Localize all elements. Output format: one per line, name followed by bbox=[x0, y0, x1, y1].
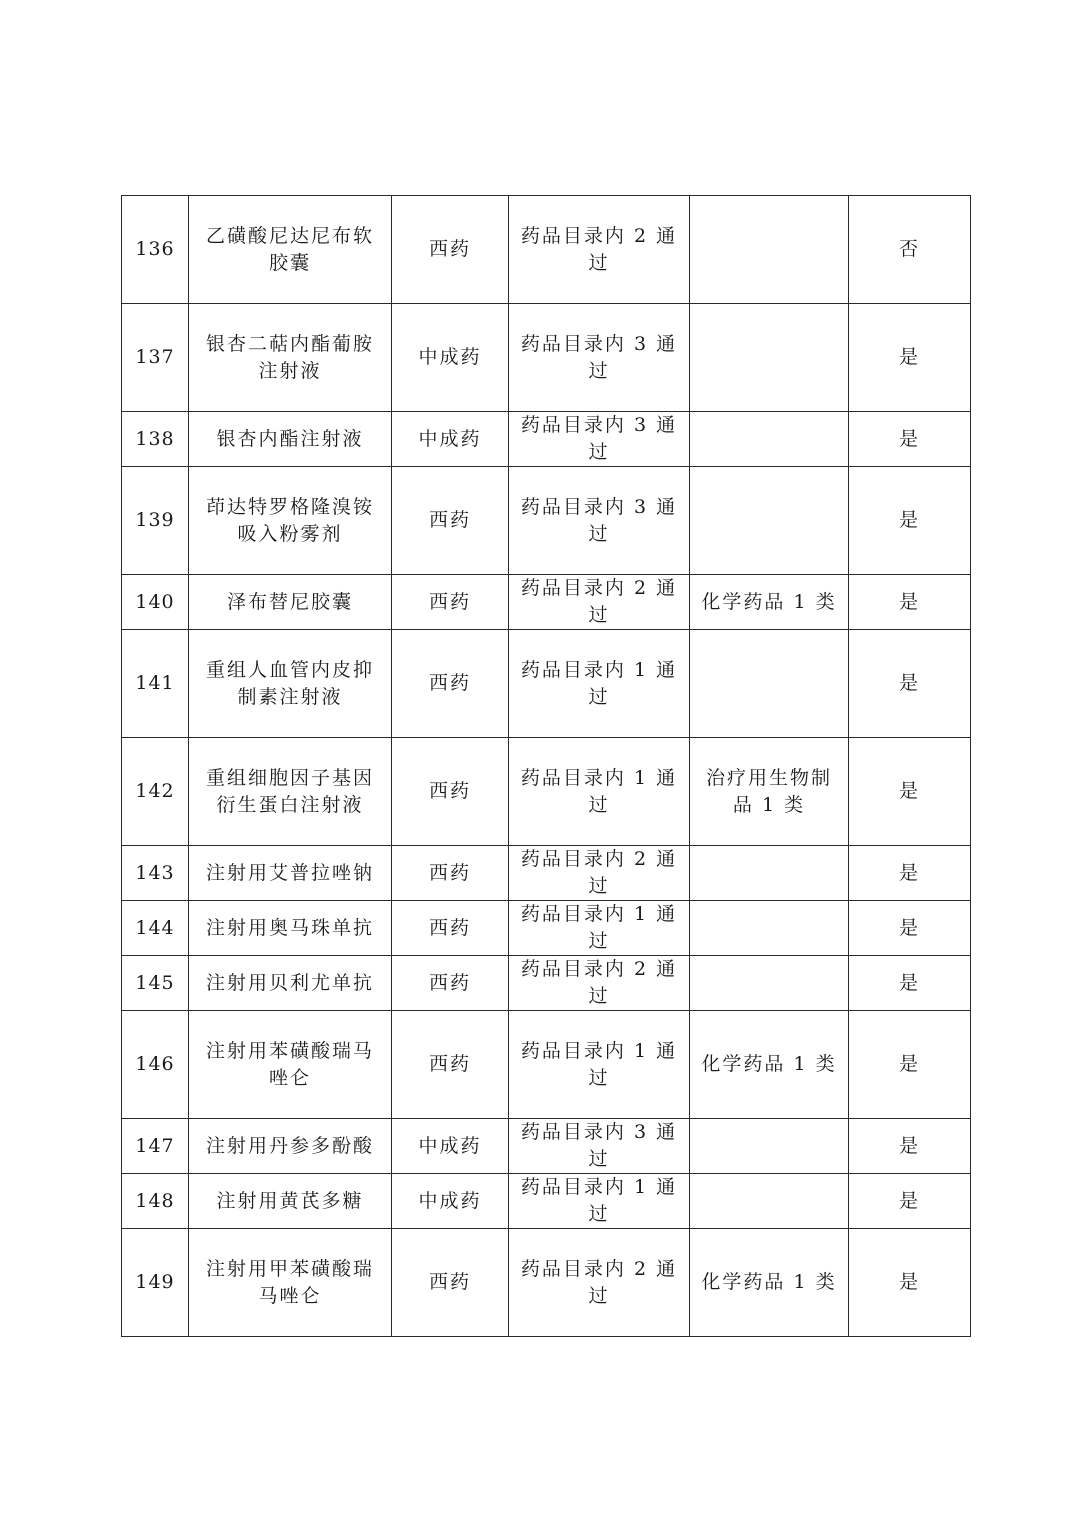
drug-name: 泽布替尼胶囊 bbox=[226, 590, 353, 613]
catalog-status-cell: 药品目录内 1 通过 bbox=[509, 738, 690, 846]
drug-name-cell bbox=[189, 196, 392, 304]
catalog-status-cell: 药品目录内 2 通过 bbox=[509, 196, 690, 304]
catalog-status-cell: 药品目录内 3 通过 bbox=[509, 304, 690, 412]
drug-name: 茚达特罗格隆溴铵吸入粉雾剂 bbox=[205, 495, 374, 545]
catalog-status-cell: 药品目录内 2 通过 bbox=[509, 956, 690, 1011]
drug-name-cell bbox=[189, 901, 392, 956]
drug-name-cell bbox=[189, 1119, 392, 1174]
drug-class-cell bbox=[690, 304, 849, 412]
drug-name-cell bbox=[189, 1229, 392, 1337]
drug-class-cell bbox=[690, 630, 849, 738]
drug-name-cell bbox=[189, 412, 392, 467]
result-cell: 是 bbox=[849, 412, 971, 467]
drug-category-cell: 西药 bbox=[392, 846, 509, 901]
drug-name-cell bbox=[189, 304, 392, 412]
table-row bbox=[122, 1011, 971, 1119]
catalog-status-cell: 药品目录内 1 通过 bbox=[509, 1174, 690, 1229]
result-cell: 是 bbox=[849, 1229, 971, 1337]
result-cell: 是 bbox=[849, 1011, 971, 1119]
table-row bbox=[122, 575, 971, 630]
table-row bbox=[122, 412, 971, 467]
result-cell: 是 bbox=[849, 901, 971, 956]
row-number-cell: 140 bbox=[122, 575, 189, 630]
table-row bbox=[122, 1119, 971, 1174]
drug-category-cell: 西药 bbox=[392, 1229, 509, 1337]
table-row bbox=[122, 1229, 971, 1337]
result-cell: 是 bbox=[849, 956, 971, 1011]
drug-category-cell: 中成药 bbox=[392, 1119, 509, 1174]
result-cell: 是 bbox=[849, 1119, 971, 1174]
drug-category-cell: 西药 bbox=[392, 1011, 509, 1119]
result-cell: 是 bbox=[849, 304, 971, 412]
row-number-cell: 141 bbox=[122, 630, 189, 738]
drug-class-cell bbox=[690, 467, 849, 575]
catalog-status-cell: 药品目录内 3 通过 bbox=[509, 467, 690, 575]
drug-category-cell: 西药 bbox=[392, 956, 509, 1011]
catalog-status-cell: 药品目录内 1 通过 bbox=[509, 630, 690, 738]
drug-class-cell bbox=[690, 575, 849, 630]
drug-class: 化学药品 1 类 bbox=[701, 1271, 837, 1293]
drug-name-cell bbox=[189, 1174, 392, 1229]
drug-class-cell bbox=[690, 1011, 849, 1119]
row-number-cell: 149 bbox=[122, 1229, 189, 1337]
drug-name-cell bbox=[189, 630, 392, 738]
table-row bbox=[122, 304, 971, 412]
drug-name: 银杏二萜内酯葡胺注射液 bbox=[205, 332, 374, 382]
drug-class: 化学药品 1 类 bbox=[701, 1053, 837, 1075]
drug-name: 注射用艾普拉唑钠 bbox=[205, 861, 374, 884]
table-row bbox=[122, 1174, 971, 1229]
catalog-status-cell: 药品目录内 3 通过 bbox=[509, 1119, 690, 1174]
drug-name: 重组细胞因子基因衍生蛋白注射液 bbox=[205, 766, 374, 816]
row-number-cell: 144 bbox=[122, 901, 189, 956]
row-number-cell: 143 bbox=[122, 846, 189, 901]
table-row bbox=[122, 846, 971, 901]
table-row bbox=[122, 467, 971, 575]
drug-name-cell bbox=[189, 738, 392, 846]
drug-category-cell: 西药 bbox=[392, 738, 509, 846]
row-number-cell: 146 bbox=[122, 1011, 189, 1119]
row-number-cell: 136 bbox=[122, 196, 189, 304]
drug-name: 银杏内酯注射液 bbox=[216, 427, 364, 450]
table-row bbox=[122, 630, 971, 738]
drug-category-cell: 中成药 bbox=[392, 412, 509, 467]
drug-category-cell: 西药 bbox=[392, 901, 509, 956]
drug-class-cell bbox=[690, 956, 849, 1011]
catalog-status-cell: 药品目录内 1 通过 bbox=[509, 1011, 690, 1119]
drug-category-cell: 西药 bbox=[392, 196, 509, 304]
table-row bbox=[122, 956, 971, 1011]
drug-name-cell bbox=[189, 467, 392, 575]
drug-name-cell bbox=[189, 1011, 392, 1119]
row-number-cell: 137 bbox=[122, 304, 189, 412]
drug-class-cell bbox=[690, 196, 849, 304]
drug-category-cell: 中成药 bbox=[392, 1174, 509, 1229]
drug-class-cell bbox=[690, 846, 849, 901]
drug-class-cell bbox=[690, 738, 849, 846]
drug-name: 注射用贝利尤单抗 bbox=[205, 971, 374, 994]
drug-category-cell: 西药 bbox=[392, 630, 509, 738]
result-cell: 是 bbox=[849, 467, 971, 575]
drug-class: 治疗用生物制品 1 类 bbox=[705, 766, 832, 816]
drug-name: 乙磺酸尼达尼布软胶囊 bbox=[205, 224, 374, 274]
drug-name-cell bbox=[189, 846, 392, 901]
catalog-status-cell: 药品目录内 2 通过 bbox=[509, 1229, 690, 1337]
drug-name: 注射用丹参多酚酸 bbox=[205, 1134, 374, 1157]
table-row bbox=[122, 738, 971, 846]
drug-class-cell bbox=[690, 1229, 849, 1337]
row-number-cell: 145 bbox=[122, 956, 189, 1011]
row-number-cell: 148 bbox=[122, 1174, 189, 1229]
drug-name-cell bbox=[189, 575, 392, 630]
drug-category-cell: 西药 bbox=[392, 575, 509, 630]
result-cell: 是 bbox=[849, 738, 971, 846]
drug-name: 注射用苯磺酸瑞马唑仑 bbox=[205, 1039, 374, 1089]
drug-name: 注射用奥马珠单抗 bbox=[205, 916, 374, 939]
catalog-status-cell: 药品目录内 1 通过 bbox=[509, 901, 690, 956]
result-cell: 是 bbox=[849, 630, 971, 738]
row-number-cell: 142 bbox=[122, 738, 189, 846]
table-row bbox=[122, 196, 971, 304]
catalog-status-cell: 药品目录内 3 通过 bbox=[509, 412, 690, 467]
drug-class-cell bbox=[690, 901, 849, 956]
result-cell: 是 bbox=[849, 575, 971, 630]
drug-category-cell: 西药 bbox=[392, 467, 509, 575]
result-cell: 是 bbox=[849, 846, 971, 901]
catalog-status-cell: 药品目录内 2 通过 bbox=[509, 846, 690, 901]
catalog-status-cell: 药品目录内 2 通过 bbox=[509, 575, 690, 630]
row-number-cell: 139 bbox=[122, 467, 189, 575]
drug-name: 重组人血管内皮抑制素注射液 bbox=[205, 658, 374, 708]
drug-class: 化学药品 1 类 bbox=[701, 590, 837, 613]
drug-name: 注射用黄芪多糖 bbox=[216, 1189, 364, 1212]
drug-list-table bbox=[121, 195, 971, 1337]
drug-class-cell bbox=[690, 1174, 849, 1229]
drug-class-cell bbox=[690, 412, 849, 467]
result-cell: 是 bbox=[849, 1174, 971, 1229]
result-cell: 否 bbox=[849, 196, 971, 304]
drug-category-cell: 中成药 bbox=[392, 304, 509, 412]
drug-name: 注射用甲苯磺酸瑞马唑仑 bbox=[205, 1257, 374, 1307]
row-number-cell: 138 bbox=[122, 412, 189, 467]
drug-name-cell bbox=[189, 956, 392, 1011]
row-number-cell: 147 bbox=[122, 1119, 189, 1174]
table-row bbox=[122, 901, 971, 956]
drug-class-cell bbox=[690, 1119, 849, 1174]
